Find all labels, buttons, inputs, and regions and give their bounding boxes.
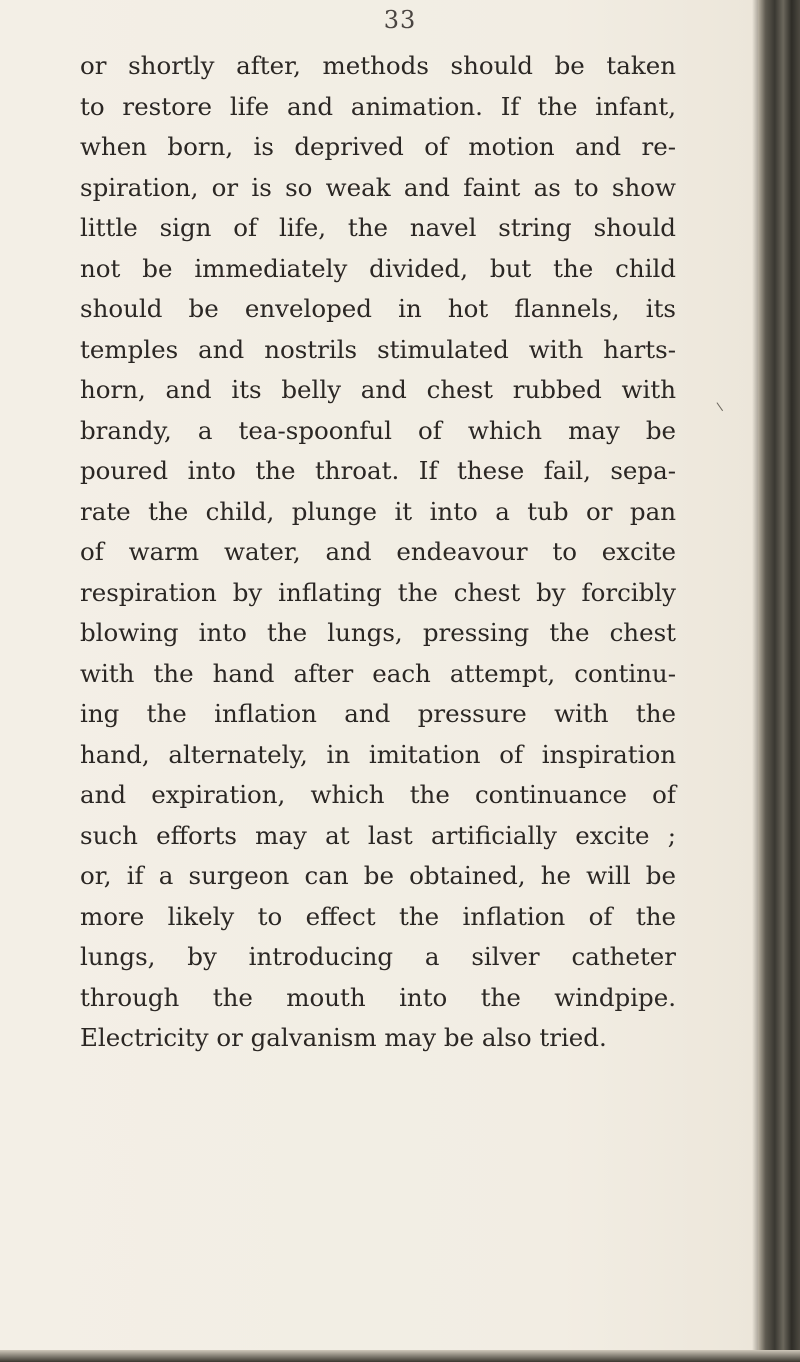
- text-line: hand, alternately, in imitation of inspiration: [80, 739, 676, 769]
- text-line: rate the child, plunge it into a tub or pan: [80, 496, 676, 526]
- text-line: to restore life and animation. If the infant,: [80, 91, 676, 121]
- text-line: such efforts may at last artificially excite ;: [80, 820, 676, 850]
- text-line: Electricity or galvanism may be also tried.: [80, 1023, 607, 1052]
- text-line: more likely to effect the inflation of the: [80, 901, 676, 931]
- text-line: brandy, a tea-spoonful of which may be: [80, 415, 676, 445]
- margin-mark: [710, 402, 723, 415]
- text-line: temples and nostrils stimulated with harts-: [80, 334, 676, 364]
- text-line: should be enveloped in hot flannels, its: [80, 294, 676, 323]
- text-line: poured into the throat. If these fail, sepa-: [80, 456, 676, 485]
- text-line: lungs, by introducing a silver catheter: [80, 942, 676, 971]
- text-line: little sign of life, the navel string should: [80, 213, 676, 242]
- text-line: blowing into the lungs, pressing the chest: [80, 618, 676, 647]
- text-line: horn, and its belly and chest rubbed with: [80, 375, 676, 404]
- text-line: with the hand after each attempt, continu-: [80, 658, 676, 688]
- text-line: through the mouth into the windpipe.: [80, 982, 676, 1012]
- text-line: respiration by inflating the chest by forcibly: [80, 577, 676, 607]
- text-line: when born, is deprived of motion and re-: [80, 132, 676, 161]
- text-line: or, if a surgeon can be obtained, he will be: [80, 861, 676, 890]
- book-binding-edge: [758, 0, 800, 1362]
- text-line: not be immediately divided, but the child: [80, 253, 676, 283]
- body-text: [80, 46, 676, 1059]
- text-line: or shortly after, methods should be taken: [80, 51, 676, 80]
- text-line: and expiration, which the continuance of: [80, 780, 676, 809]
- text-line: ing the inflation and pressure with the: [80, 699, 676, 728]
- text-line: spiration, or is so weak and faint as to show: [80, 172, 676, 202]
- page-bottom-edge: [0, 1350, 800, 1362]
- text-line: of warm water, and endeavour to excite: [80, 537, 676, 566]
- page-number: 33: [383, 6, 417, 34]
